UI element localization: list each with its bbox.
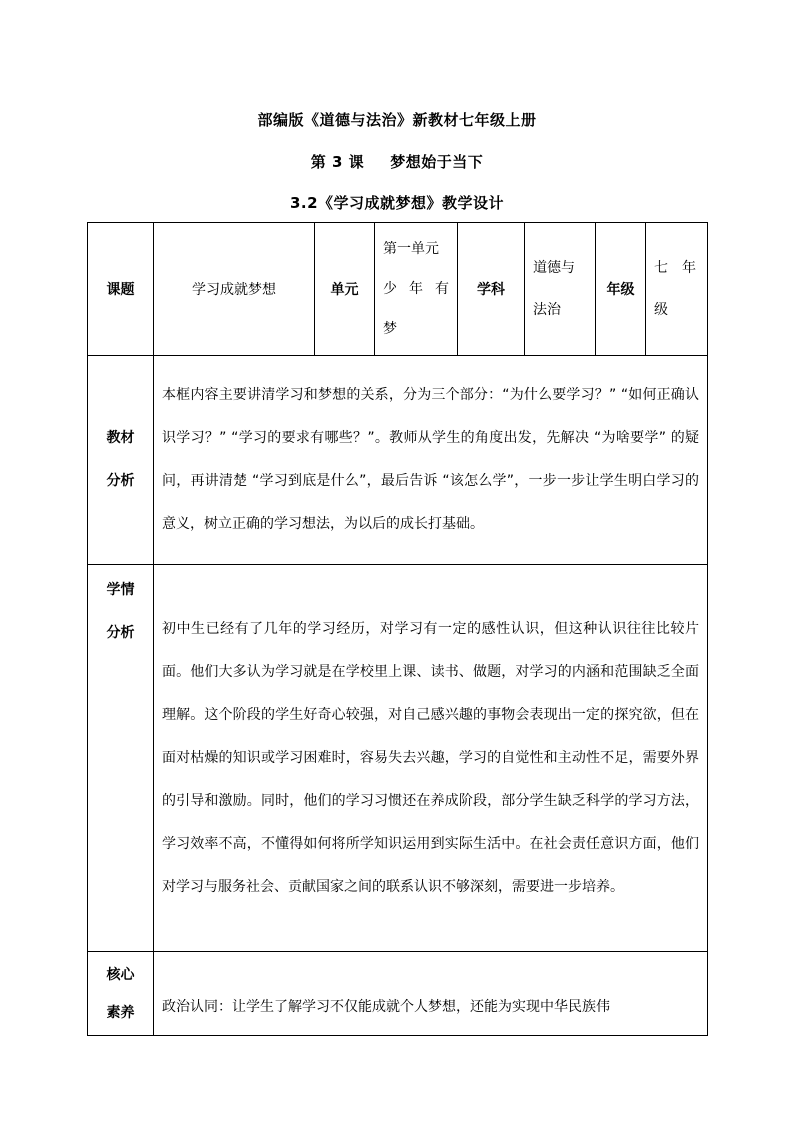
student-analysis-text: 初中生已经有了几年的学习经历，对学习有一定的感性认识，但这种认识往往比较片面。他们大多认为学习就是在学校里上课、读书、做题，对学习的内涵和范围缺乏全面理解。这个阶段的学生好奇心较强，对自己感兴趣的事物会表现出一定的探究欲，但在面对枯燥的知识或学习困难时，容易失去兴趣，学习的自觉性和主动性不足，需要外界的引导和激励。同时，他们的学习习惯还在养成阶段，部分学生缺乏科学的学习方法，学习效率不高，不懂得如何将所学知识运用到实际生活中。在社会责任意识方面，他们对学习与服务社会、贡献国家之间的联系认识不够深刻，需要进一步培养。: [154, 565, 708, 952]
value-unit: [375, 223, 458, 356]
value-grade-line1: 七 年: [654, 260, 696, 276]
label-material-analysis: [88, 356, 154, 565]
label-topic: 课题: [88, 223, 154, 356]
value-unit-line3: 梦: [383, 321, 397, 337]
value-topic: 学习成就梦想: [154, 223, 315, 356]
label-unit: 单元: [315, 223, 375, 356]
value-subject-line1: 道德与: [533, 260, 575, 276]
label-core-literacy: [88, 952, 154, 1036]
lesson-design-table: [87, 222, 708, 1036]
section-title: 3.2《学习成就梦想》教学设计: [289, 194, 505, 212]
table-row-material-analysis: [88, 356, 708, 565]
lesson-title: [0, 151, 794, 172]
document-title: 部编版《道德与法治》新教材七年级上册: [257, 111, 537, 129]
value-subject: [525, 223, 596, 356]
label-core-literacy-line1: 核心: [106, 966, 135, 983]
table-row-basic-info: [88, 223, 708, 356]
label-student-analysis-line1: 学情: [106, 582, 135, 598]
label-student-analysis-line2: 分析: [106, 625, 135, 641]
label-subject: 学科: [458, 223, 525, 356]
label-material-analysis-line2: 分析: [106, 473, 135, 489]
value-grade-line2: 级: [654, 302, 668, 318]
label-material-analysis-line1: 教材: [106, 430, 135, 446]
value-unit-line1: 第一单元: [383, 241, 439, 257]
lesson-number: 第 3 课: [310, 153, 365, 171]
label-core-literacy-line2: 素养: [106, 1004, 135, 1021]
core-literacy-text: 政治认同：让学生了解学习不仅能成就个人梦想，还能为实现中华民族伟: [154, 952, 708, 1036]
label-student-analysis: [88, 565, 154, 952]
table-row-student-analysis: [88, 565, 708, 952]
material-analysis-text: 本框内容主要讲清学习和梦想的关系，分为三个部分：“为什么要学习？” “如何正确认识学习？” “学习的要求有哪些？”。教师从学生的角度出发，先解决 “为啥要学” 的疑问，再讲清楚 “学习到底是什么”，最后告诉 “该怎么学”，一步一步让学生明白学习的意义，树立正确的学习想法，为以后的成长打基础。: [154, 356, 708, 565]
value-unit-line2: 少 年 有: [383, 281, 449, 297]
value-subject-line2: 法治: [533, 302, 561, 318]
value-grade: [646, 223, 708, 356]
label-grade: 年级: [596, 223, 646, 356]
table-row-core-literacy: [88, 952, 708, 1036]
lesson-name: 梦想始于当下: [390, 153, 484, 171]
